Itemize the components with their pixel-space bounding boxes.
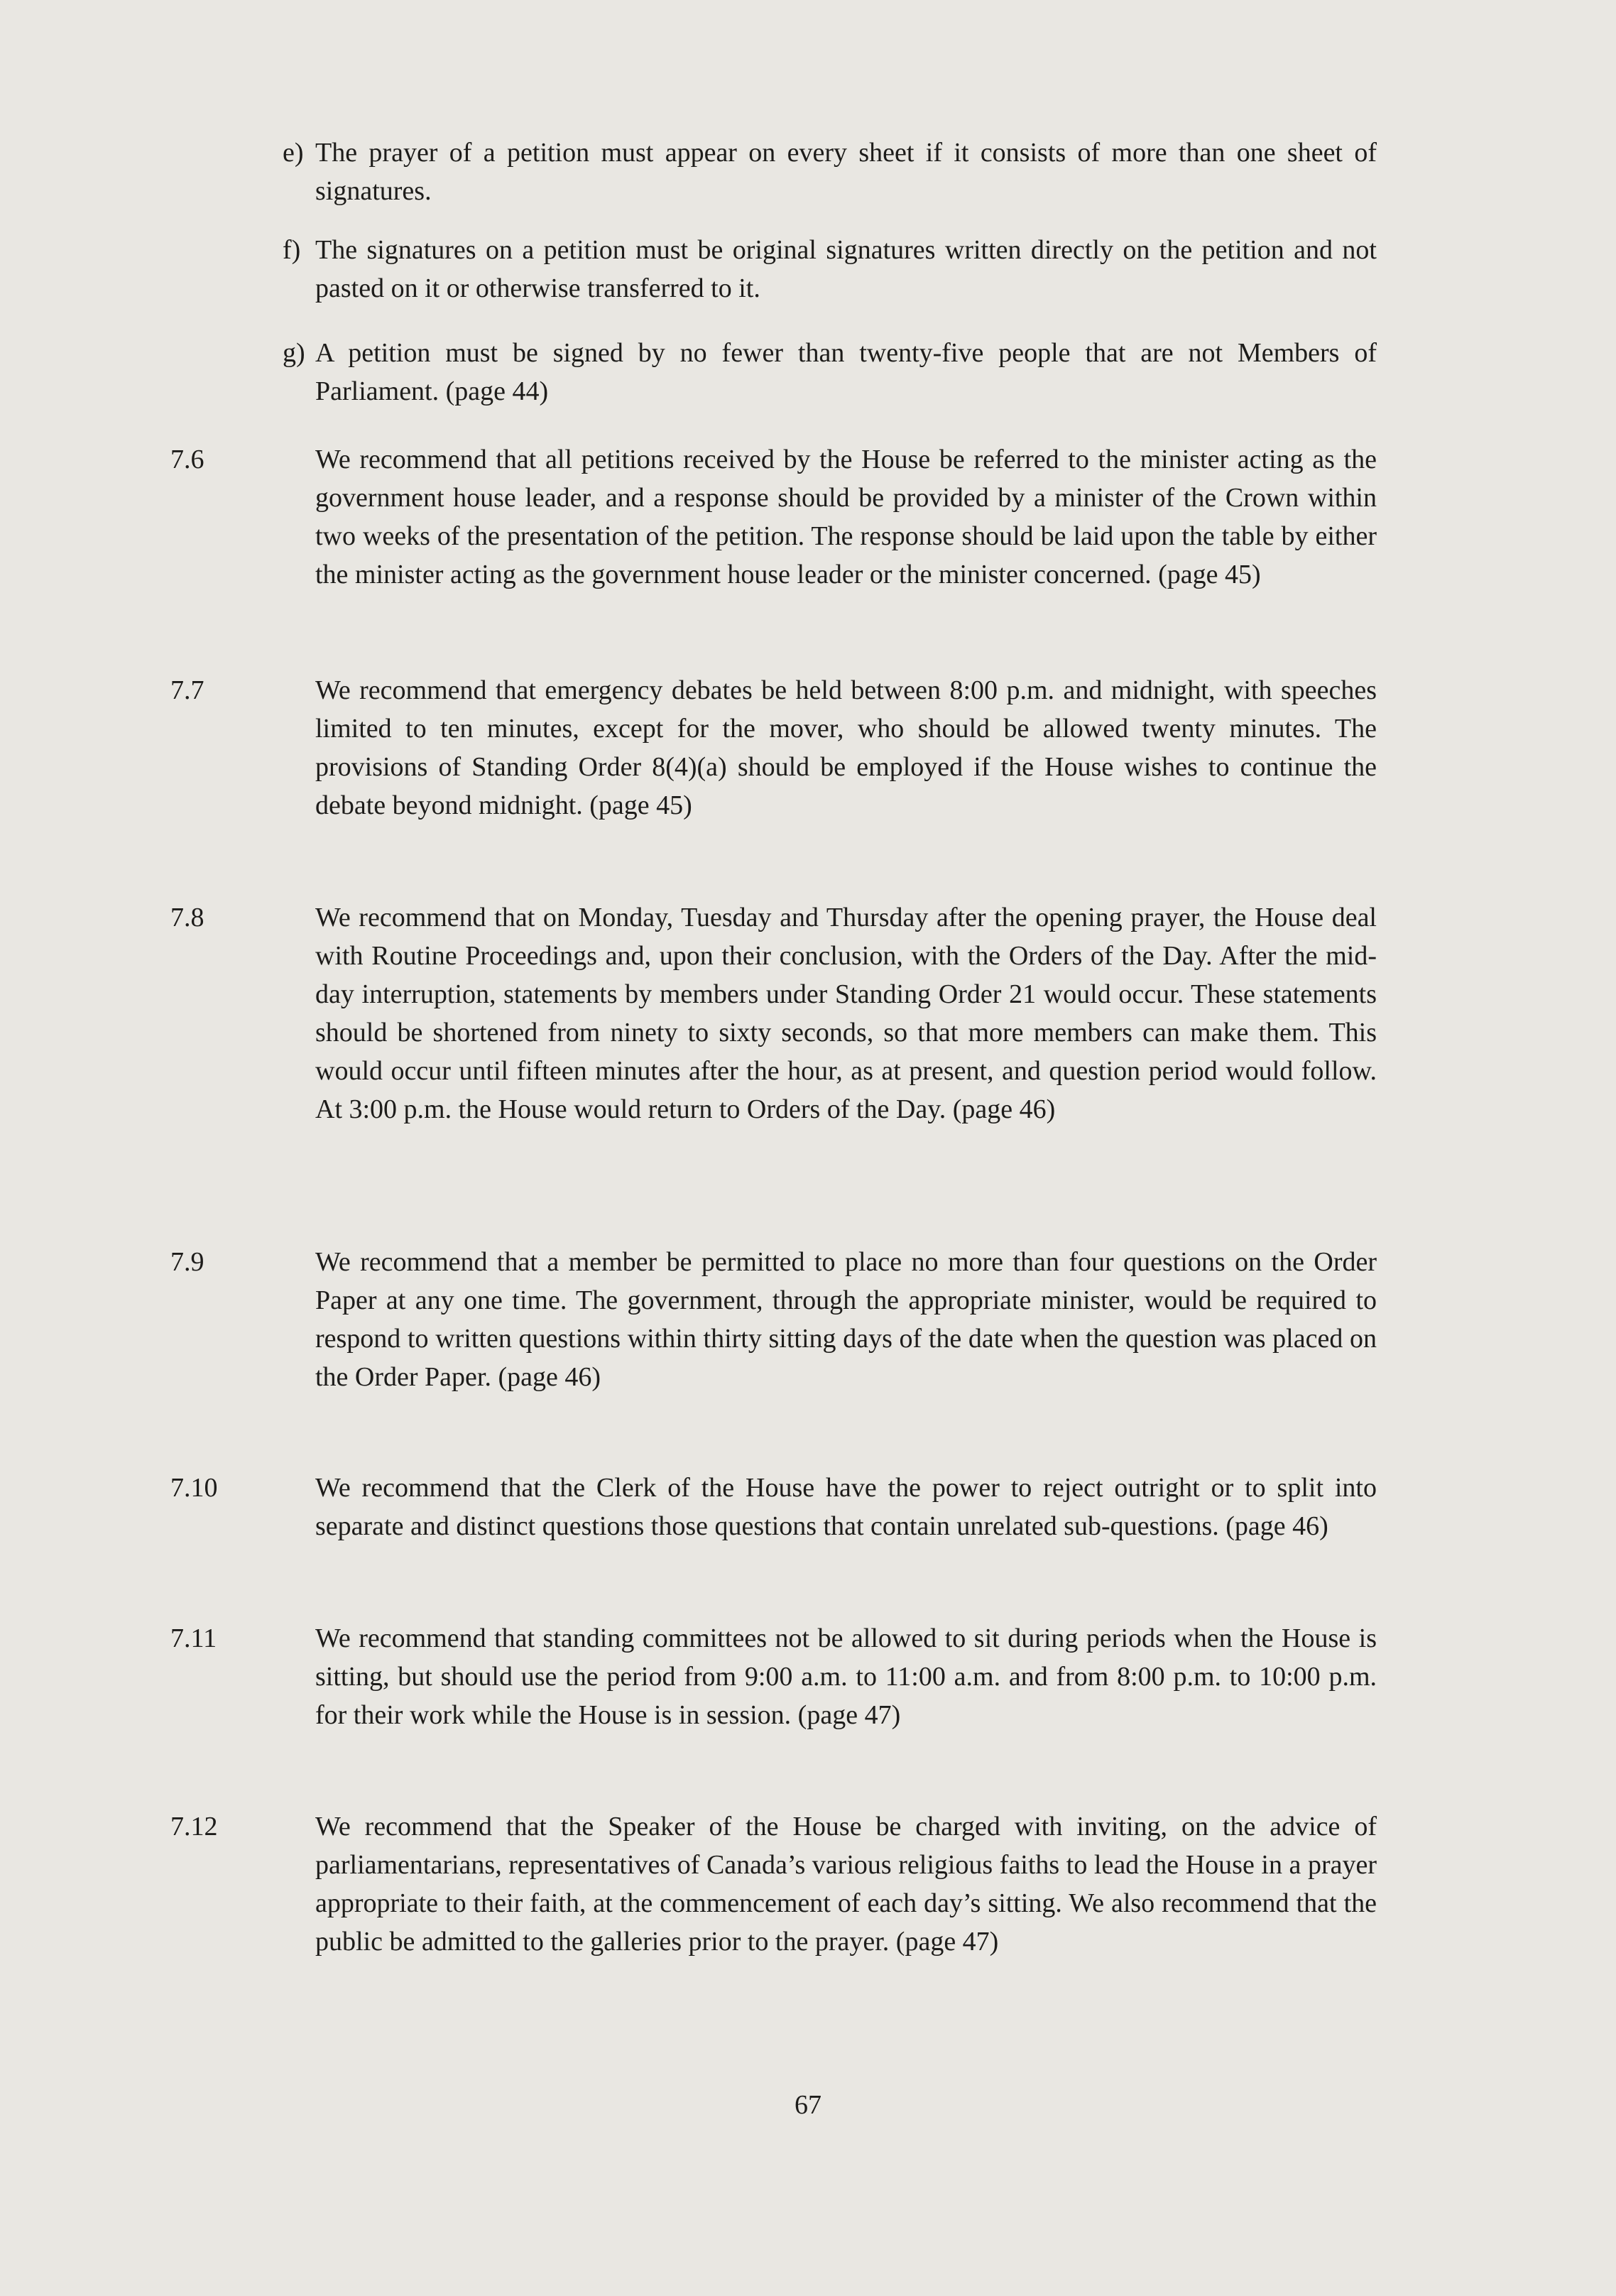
recommendation-text: We recommend that on Monday, Tuesday and Thursday after the opening prayer, the House deal with Routine Proceedings and, upon their conclusion, with the Orders of the Day. After the mid-day interruption, statements by members under Standing Order 21 would occur. These statements should be shortened from ninety to sixty seconds, so that more members can make them. This would occur until fifteen minutes after the hour, as at present, and question period would follow. At 3:00 p.m. the House would return to Orders of the Day. (page 46) xyxy=(315,903,1377,1124)
recommendation-text: We recommend that the Clerk of the House have the power to reject outright or to split into separate and distinct questions those questions that contain unrelated sub-questions. (page 46) xyxy=(315,1473,1377,1541)
sub-item-text: A petition must be signed by no fewer than twenty-five people that are not Members of Parliament. (page 44) xyxy=(315,338,1377,406)
recommendation-number: 7.12 xyxy=(170,1812,218,1841)
sub-item-label: g) xyxy=(283,338,305,368)
recommendation-number: 7.9 xyxy=(170,1247,204,1277)
sub-item-label: e) xyxy=(283,138,304,168)
recommendation-number: 7.6 xyxy=(170,445,204,474)
recommendation-text: We recommend that emergency debates be held between 8:00 p.m. and midnight, with speeches limited to ten minutes, except for the mover, who should be allowed twenty minutes. The provisions of Standing Order 8(4)(a) should be employed if the House wishes to continue the debate beyond midnight. (page 45) xyxy=(315,675,1377,820)
recommendation-number: 7.7 xyxy=(170,675,204,705)
recommendation-text: We recommend that standing committees not be allowed to sit during periods when the House is sitting, but should use the period from 9:00 a.m. to 11:00 a.m. and from 8:00 p.m. to 10:00 p.m. for their work while the House is in session. (page 47) xyxy=(315,1623,1377,1730)
sub-item-text: The signatures on a petition must be original signatures written directly on the petition and not pasted on it or otherwise transferred to it. xyxy=(315,235,1377,303)
recommendation-text: We recommend that all petitions received by the House be referred to the minister acting as the government house leader, and a response should be provided by a minister of the Crown within two weeks of the presentation of the petition. The response should be laid upon the table by either the minister acting as the government house leader or the minister concerned. (page 45) xyxy=(315,445,1377,589)
recommendation-number: 7.10 xyxy=(170,1473,218,1503)
recommendation-text: We recommend that the Speaker of the House be charged with inviting, on the advice of parliamentarians, representatives of Canada’s various religious faiths to lead the House in a prayer appropriate to their faith, at the commencement of each day’s sitting. We also recommend that the public be admitted to the galleries prior to the prayer. (page 47) xyxy=(315,1812,1377,1957)
recommendation-number: 7.8 xyxy=(170,903,204,932)
sub-item-text: The prayer of a petition must appear on every sheet if it consists of more than one sheet of signatures. xyxy=(315,138,1377,206)
page-number: 67 xyxy=(795,2090,821,2120)
recommendation-number: 7.11 xyxy=(170,1623,217,1653)
recommendation-text: We recommend that a member be permitted to place no more than four questions on the Order Paper at any one time. The government, through the appropriate minister, would be required to respond to written questions within thirty sitting days of the date when the question was placed on the Order Paper. (page 46) xyxy=(315,1247,1377,1392)
sub-item-label: f) xyxy=(283,235,301,265)
